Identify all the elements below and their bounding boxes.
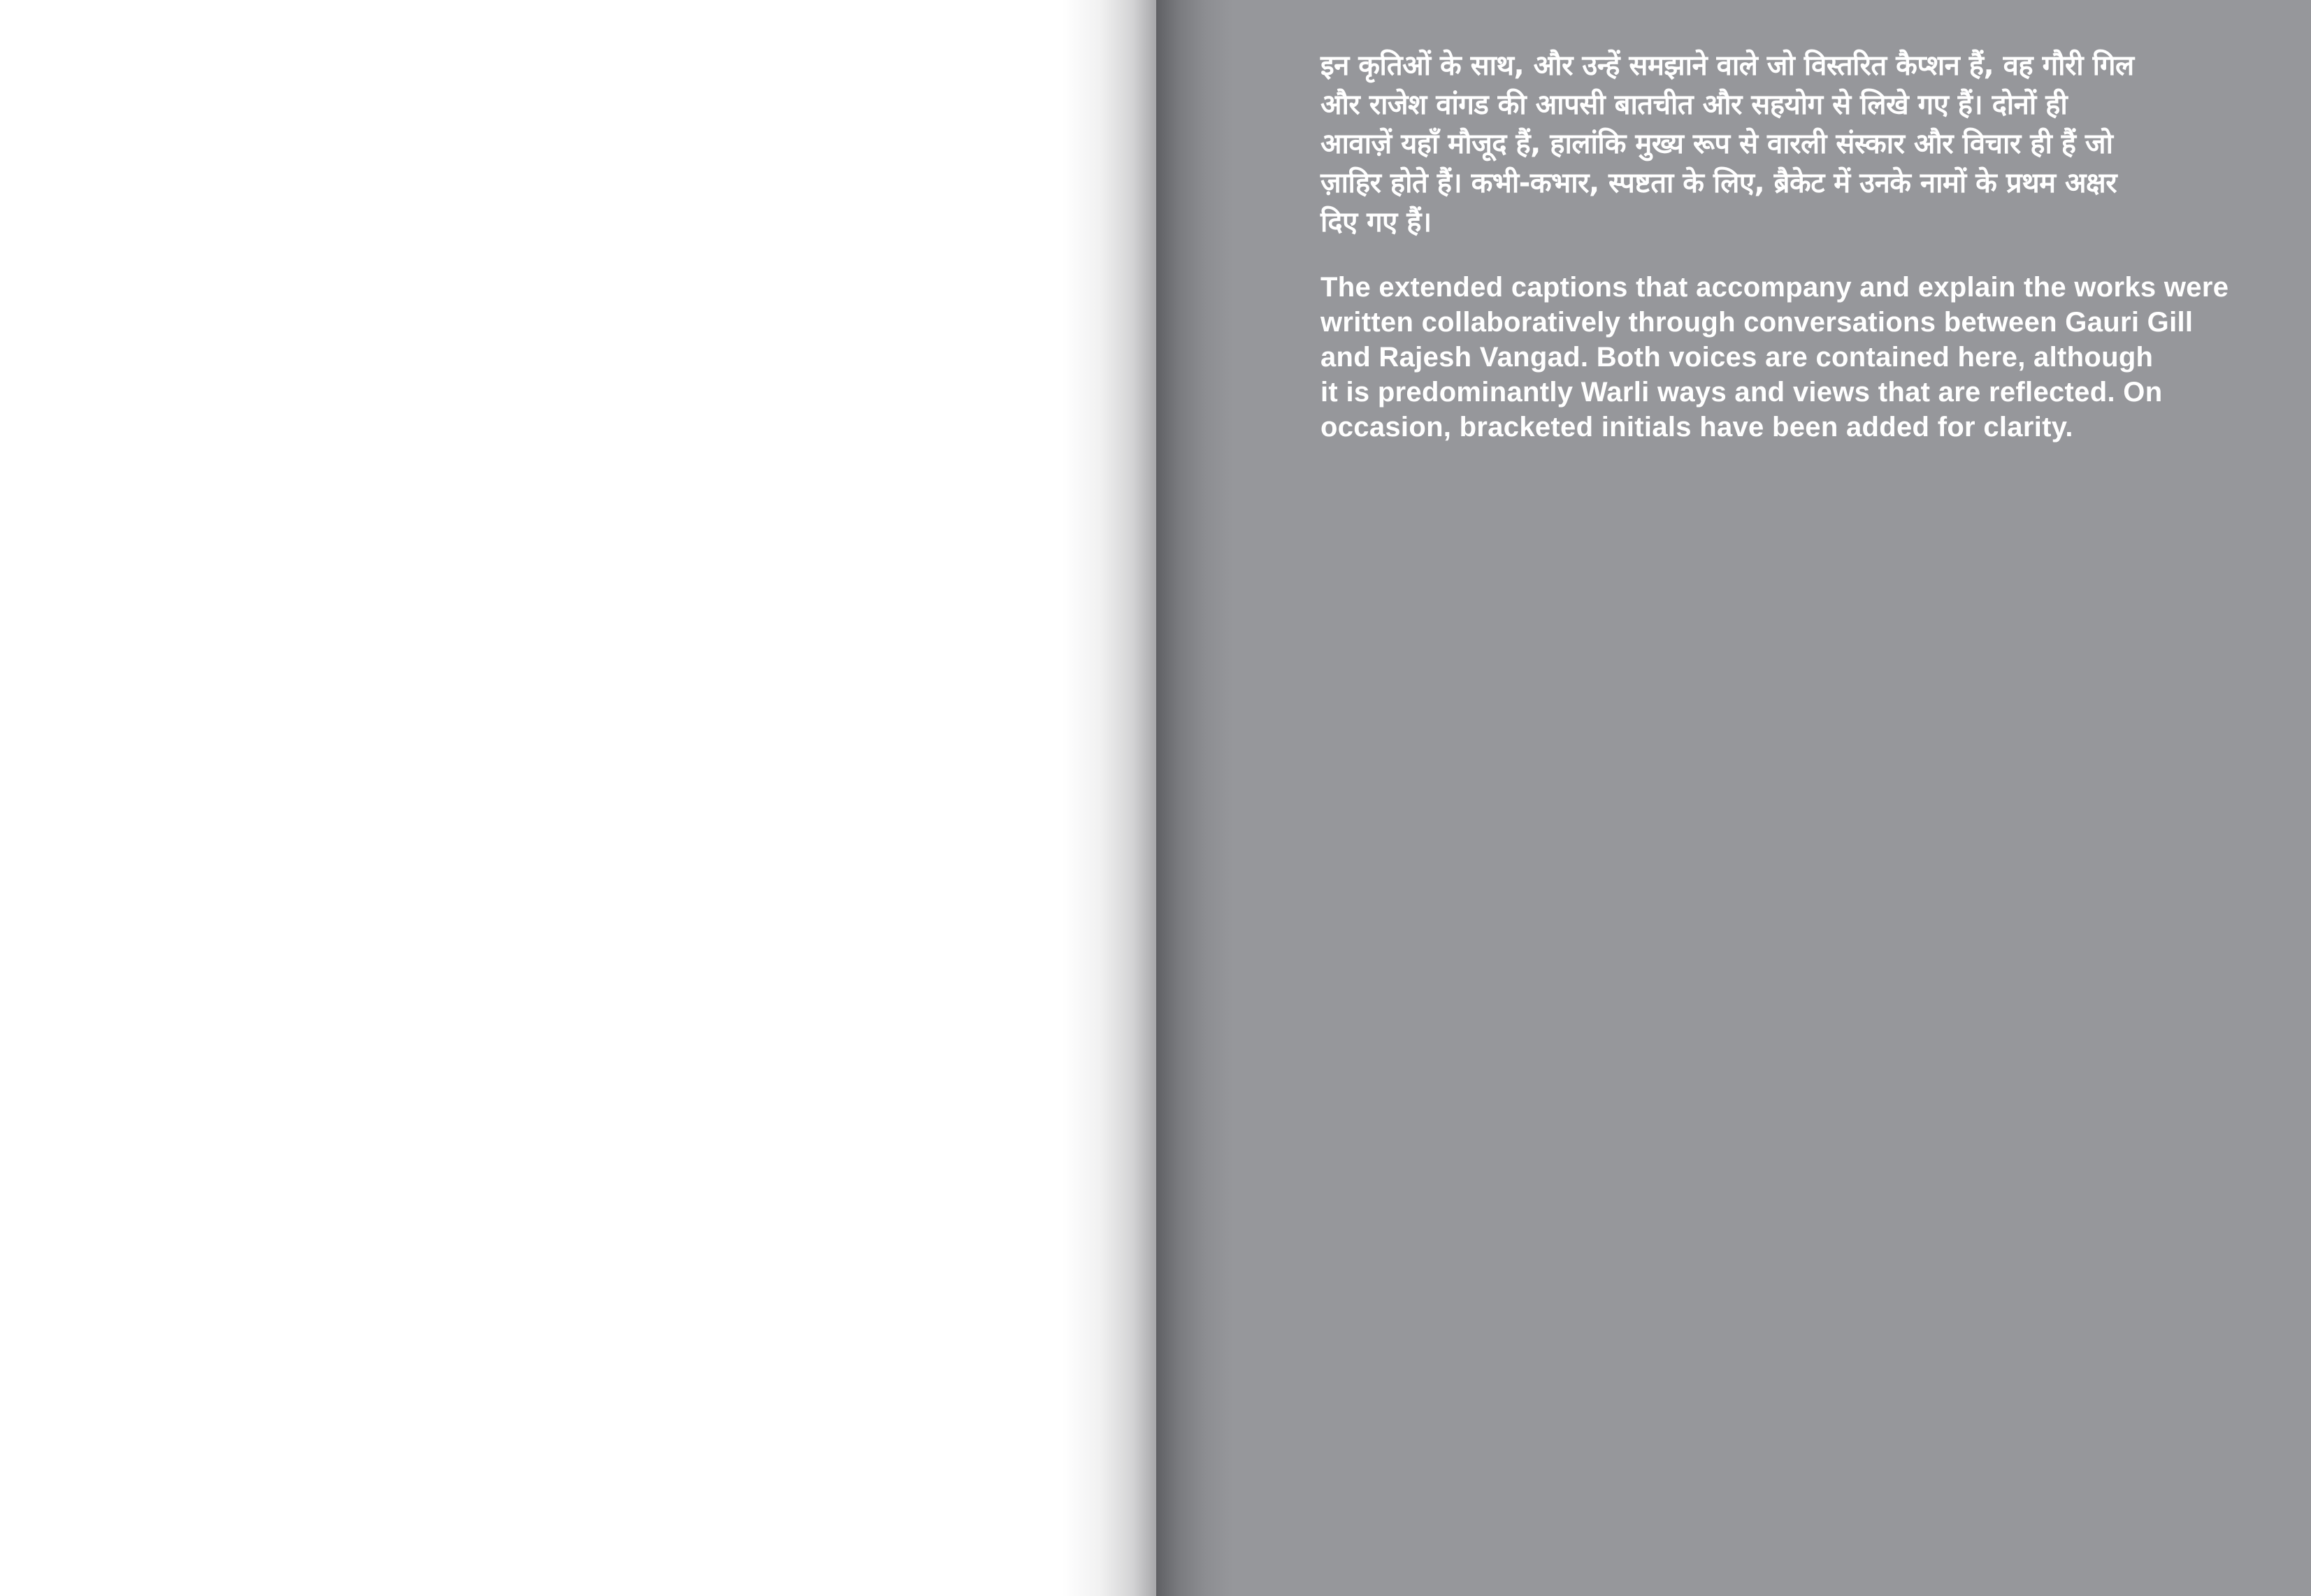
english-line: written collaboratively through conversations between Gauri Gill bbox=[1320, 307, 2194, 338]
left-gutter-shadow bbox=[1063, 0, 1156, 1596]
hindi-line: आवाज़ें यहाँ मौजूद हैं, हालांकि मुख्य रूप से वारली संस्कार और विचार ही हैं जो bbox=[1320, 128, 2113, 160]
hindi-line: दिए गए हैं। bbox=[1320, 206, 1432, 238]
right-gutter-shadow bbox=[1156, 0, 1233, 1596]
english-line: it is predominantly Warli ways and views that are reflected. On bbox=[1320, 377, 2163, 408]
hindi-line: इन कृतिओं के साथ, और उन्हें समझाने वाले जो विस्तरित कैप्शन हैं, वह गौरी गिल bbox=[1320, 50, 2134, 82]
english-line: and Rajesh Vangad. Both voices are contained here, although bbox=[1320, 342, 2154, 373]
caption-note-text bbox=[1320, 46, 2278, 445]
right-page bbox=[1156, 0, 2311, 1596]
english-paragraph bbox=[1320, 270, 2278, 445]
hindi-paragraph bbox=[1320, 46, 2278, 242]
hindi-line: ज़ाहिर होते हैं। कभी-कभार, स्पष्टता के लिए, ब्रैकेट में उनके नामों के प्रथम अक्षर bbox=[1320, 167, 2117, 199]
hindi-line: और राजेश वांगड की आपसी बातचीत और सहयोग से लिखे गए हैं। दोनों ही bbox=[1320, 89, 2068, 121]
english-line: occasion, bracketed initials have been added for clarity. bbox=[1320, 412, 2073, 443]
english-line: The extended captions that accompany and explain the works were bbox=[1320, 272, 2229, 303]
